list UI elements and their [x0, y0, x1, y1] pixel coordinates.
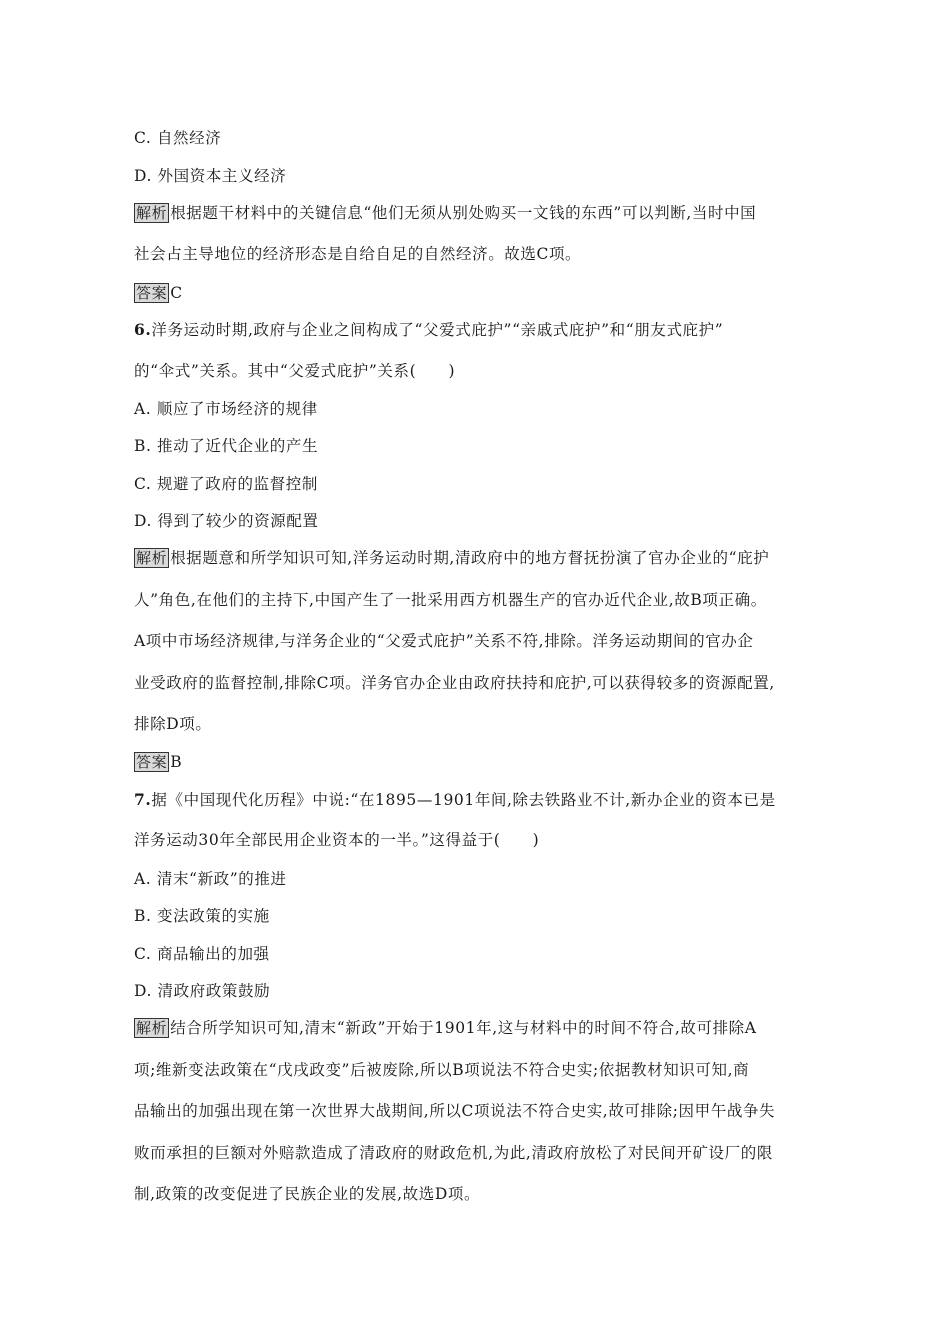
q5-option-c: C. 自然经济	[134, 129, 222, 147]
q7-analysis-line-2: 项;维新变法政策在“戊戌政变”后被废除,所以B项说法不符合史实;依据教材知识可知,商	[134, 1061, 750, 1079]
analysis-tag: 解析	[136, 204, 168, 222]
q7-option-a: A. 清末“新政”的推进	[134, 870, 287, 888]
q5-analysis-line-2: 社会占主导地位的经济形态是自给自足的自然经济。故选C项。	[134, 245, 582, 263]
q6-option-b: B. 推动了近代企业的产生	[134, 437, 319, 455]
q6-option-c: C. 规避了政府的监督控制	[134, 475, 318, 493]
q6-option-d: D. 得到了较少的资源配置	[134, 512, 319, 530]
answer-tag: 答案	[136, 284, 168, 302]
question-number: 6.	[134, 320, 152, 339]
analysis-text: 根据题干材料中的关键信息“他们无须从别处购买一文钱的东西”可以判断,当时中国	[170, 204, 757, 222]
q6-analysis-line-2: 人”角色,在他们的主持下,中国产生了一批采用西方机器生产的官办近代企业,故B项正确。	[134, 591, 767, 609]
q5-answer	[134, 283, 183, 303]
answer-value: B	[170, 753, 183, 771]
q7-analysis-line-1	[134, 1018, 757, 1038]
analysis-tag: 解析	[136, 549, 168, 567]
q7-stem-line-2: 洋务运动30年全部民用企业资本的一半。”这得益于( )	[134, 831, 540, 849]
q6-option-a: A. 顺应了市场经济的规律	[134, 400, 318, 418]
q6-analysis-line-5: 排除D项。	[134, 715, 212, 733]
question-number: 7.	[134, 790, 152, 809]
analysis-text: 结合所学知识可知,清末“新政”开始于1901年,这与材料中的时间不符合,故可排除A	[170, 1019, 757, 1037]
analysis-text: 根据题意和所学知识可知,洋务运动时期,清政府中的地方督抚扮演了官办企业的“庇护	[170, 549, 770, 567]
q6-stem-line-2: 的“伞式”关系。其中“父爱式庇护”关系( )	[134, 362, 456, 380]
q6-analysis-line-3: A项中市场经济规律,与洋务企业的“父爱式庇护”关系不符,排除。洋务运动期间的官办企	[134, 632, 754, 650]
q6-analysis-line-4: 业受政府的监督控制,排除C项。洋务官办企业由政府扶持和庇护,可以获得较多的资源配置,	[134, 674, 775, 692]
answer-tag: 答案	[136, 753, 168, 771]
q7-option-b: B. 变法政策的实施	[134, 907, 270, 925]
q7-option-d: D. 清政府政策鼓励	[134, 982, 271, 1000]
q6-analysis-line-1	[134, 548, 769, 568]
q7-stem-line-1	[134, 790, 776, 810]
q7-analysis-line-3: 品输出的加强出现在第一次世界大战期间,所以C项说法不符合史实,故可排除;因甲午战争失	[134, 1102, 776, 1120]
answer-value: C	[170, 284, 183, 302]
question-stem: 洋务运动时期,政府与企业之间构成了“父爱式庇护”“亲戚式庇护”和“朋友式庇护”	[151, 321, 724, 339]
analysis-tag: 解析	[136, 1019, 168, 1037]
q6-stem-line-1	[134, 320, 723, 340]
q7-analysis-line-4: 败而承担的巨额对外赔款造成了清政府的财政危机,为此,清政府放松了对民间开矿设厂的限	[134, 1144, 773, 1162]
question-stem: 据《中国现代化历程》中说:“在1895—1901年间,除去铁路业不计,新办企业的资本已是	[151, 791, 776, 809]
q5-option-d: D. 外国资本主义经济	[134, 167, 287, 185]
q7-option-c: C. 商品输出的加强	[134, 945, 270, 963]
q7-analysis-line-5: 制,政策的改变促进了民族企业的发展,故选D项。	[134, 1185, 481, 1203]
q6-answer	[134, 752, 182, 772]
q5-analysis-line-1	[134, 203, 756, 223]
